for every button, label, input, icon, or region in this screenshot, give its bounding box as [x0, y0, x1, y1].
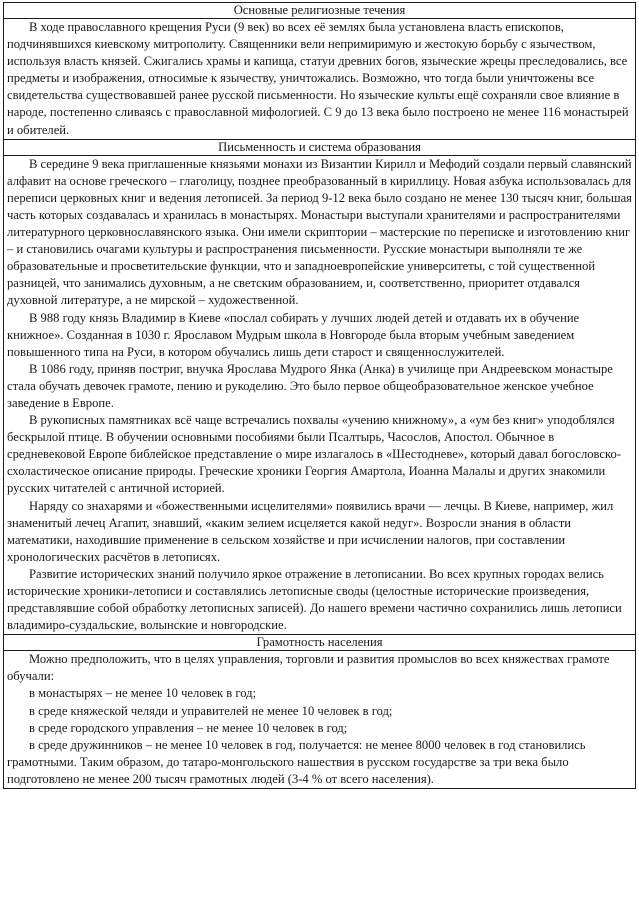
section-body-literacy	[4, 651, 636, 789]
section-body-religion	[4, 19, 636, 140]
section-heading-religion: Основные религиозные течения	[4, 3, 636, 19]
paragraph: В рукописных памятниках всё чаще встречались похвалы «учению книжному», а «ум без книг» уподоблялся бескрылой птице. В обучении основными пособиями были Псалтырь, Часослов, Апостол. Обычное в средневековой Европе библейское представление о мире излагалось в «Шестодневе», который давал богословско-схоластическое описание природы. Греческие хроники Георгия Амартола, Иоанна Малалы и других знакомили русских читателей с античной историей.	[7, 413, 621, 496]
paragraph: В 988 году князь Владимир в Киеве «послал собирать у лучших людей детей и отдавать их в обучение книжное». Созданная в 1030 г. Ярославом Мудрым школа в Новгороде была вторым учебным заведением повышенного типа на Руси, в котором обучались лишь дети старост и священнослужителей.	[7, 310, 580, 359]
paragraph: В ходе православного крещения Руси (9 век) во всех её землях была установлена власть епископов, подчинявшихся киевскому митрополиту. Священники вели непримиримую и жестокую борьбу с язычеством, используя власть князей. Сжигались храмы и капища, статуи древних богов, языческие жрецы преследовались, все предметы и изображения, относимые к язычеству, уничтожались. Возможно, что тогда были уничтожены все свидетельства существовавшей ранее русской письменности. Но языческие культы ещё сохраняли свое влияние в народе, постепенно сливаясь с православной мифологией. С 9 до 13 века было построено не менее 116 монастырей и обителей.	[7, 20, 629, 137]
paragraph: Развитие исторических знаний получило яркое отражение в летописании. Во всех крупных городах велись исторические хроники-летописи и составлялись летописные своды (целостные исторические произведения, представлявшие собой обработку летописных записей). До нашего времени частично сохранились лишь летописи владимиро-суздальские, волынские и новгородские.	[7, 566, 622, 633]
section-heading-row	[4, 635, 636, 651]
list-item: в среде дружинников – не менее 10 человек в год, получается: не менее 8000 человек в год становились грамотными. Таким образом, до татаро-монгольского нашествия в русском государстве за три века было подготовлено не менее 200 тысяч грамотных людей (3-4 % от всего населения).	[7, 737, 586, 786]
section-heading-row	[4, 139, 636, 155]
section-heading-writing: Письменность и система образования	[4, 139, 636, 155]
section-body-row	[4, 19, 636, 140]
list-item: в монастырях – не менее 10 человек в год;	[29, 686, 257, 701]
section-heading-row	[4, 3, 636, 19]
paragraph: Можно предположить, что в целях управления, торговли и развития промыслов во всех княжествах грамоте обучали:	[7, 652, 610, 684]
section-heading-literacy: Грамотность населения	[4, 635, 636, 651]
paragraph: В 1086 году, приняв постриг, внучка Ярослава Мудрого Янка (Анка) в училище при Андреевском монастыре стала обучать девочек грамоте, пению и рукоделию. Это было первое общеобразовательное женское учебное заведение в Европе.	[7, 361, 613, 410]
info-table	[3, 2, 636, 789]
section-body-writing	[4, 155, 636, 635]
paragraph: В середине 9 века приглашенные князьями монахи из Византии Кирилл и Мефодий создали первый славянский алфавит на основе греческого – глаголицу, позднее преобразованный в кириллицу. Новая азбука использовалась для переписи церковных книг и ведения летописей. За период 9-12 века было создано не менее 130 тысяч книг, большая часть которых создавалась и хранилась в монастырях. Монастыри выступали хранителями и распространителями литературного церковнославянского языка. Они имели скриптории – мастерские по переписке и изготовлению книг – и становились очагами культуры и распространения письменности. Русские монастыри выполняли те же образовательные и просветительские функции, что и западноевропейские университеты, с той существенной разницей, что занимались духовным, а не светским образованием, и, соответственно, приоритет отдавался духовной литературе, а не мирской – художественной.	[7, 156, 632, 308]
paragraph: Наряду со знахарями и «божественными исцелителями» появились врачи — лечцы. В Киеве, например, жил знаменитый лечец Агапит, знавший, «каким зелием исцеляется какой недуг». Возросли знания в области математики, находившие применение в сельском хозяйстве и при исчислении налогов, при составлении хронологических расчётов в летописях.	[7, 498, 614, 564]
section-body-row	[4, 155, 636, 635]
list-item: в среде городского управления – не менее 10 человек в год;	[29, 720, 348, 735]
list-item: в среде княжеской челяди и управителей не менее 10 человек в год;	[29, 703, 393, 718]
section-body-row	[4, 651, 636, 789]
